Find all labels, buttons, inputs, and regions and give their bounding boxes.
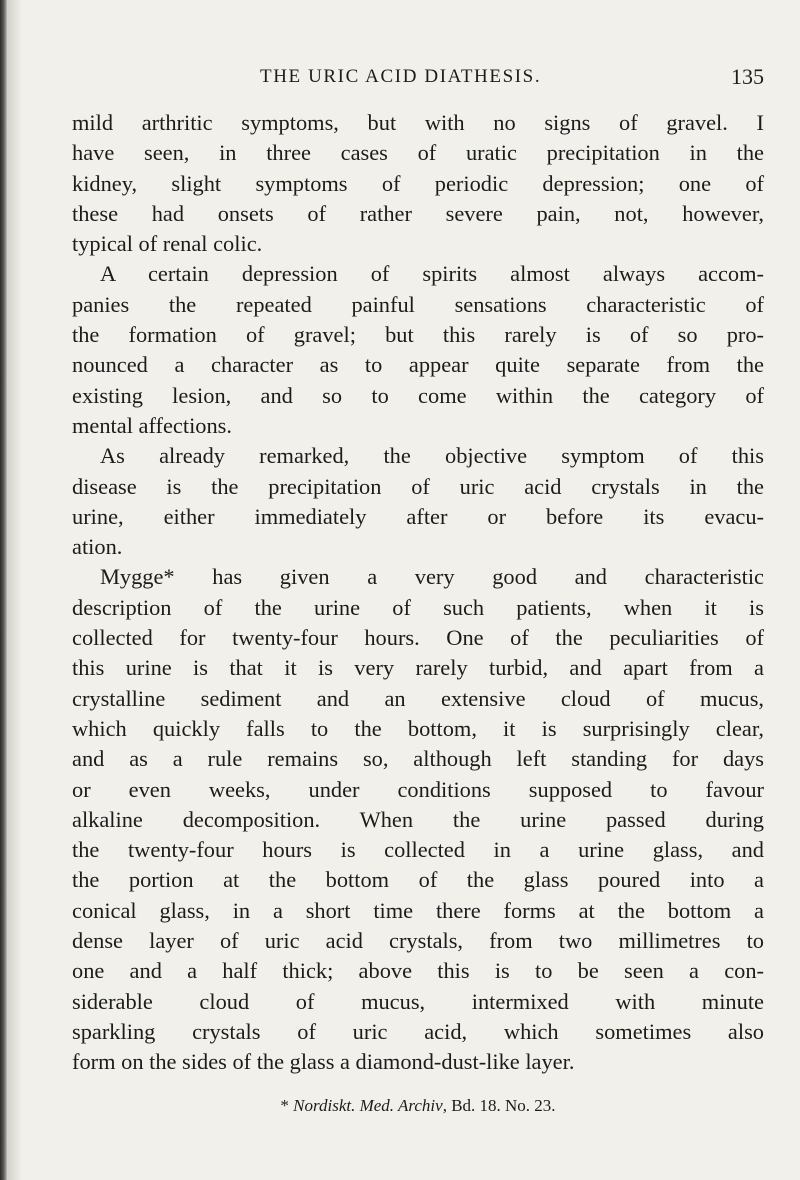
- text-line: the portion at the bottom of the glass poured into a: [72, 867, 764, 893]
- text-line: Mygge* has given a very good and characteristic: [100, 564, 764, 590]
- text-line: collected for twenty-four hours. One of the peculiarities of: [72, 625, 764, 651]
- text-line: panies the repeated painful sensations characteristic of: [72, 291, 764, 317]
- text-line: this urine is that it is very rarely turbid, and apart from a: [72, 655, 764, 681]
- footnote-source: Nordiskt. Med. Archiv: [293, 1096, 443, 1115]
- text-line: kidney, slight symptoms of periodic depression; one of: [72, 170, 764, 196]
- footnote-reference: , Bd. 18. No. 23.: [442, 1096, 556, 1115]
- text-line: these had onsets of rather severe pain, not, however,: [72, 200, 764, 226]
- text-line: crystalline sediment and an extensive cloud of mucus,: [72, 685, 764, 711]
- text-line: and as a rule remains so, although left standing for days: [72, 746, 764, 772]
- text-line: dense layer of uric acid crystals, from two millimetres to: [72, 928, 764, 954]
- text-line: urine, either immediately after or before its evacu-: [72, 503, 764, 529]
- text-line: nounced a character as to appear quite separate from the: [72, 352, 764, 378]
- body-text: [72, 108, 764, 1078]
- text-line: alkaline decomposition. When the urine passed during: [72, 806, 764, 832]
- text-line: A certain depression of spirits almost always accom-: [100, 261, 764, 287]
- text-line: which quickly falls to the bottom, it is surprisingly clear,: [72, 715, 764, 741]
- page-number: 135: [731, 64, 764, 89]
- text-line: typical of renal colic.: [72, 231, 263, 257]
- text-line: mental affections.: [72, 412, 232, 438]
- text-line: mild arthritic symptoms, but with no signs of gravel. I: [72, 110, 764, 135]
- text-line: conical glass, in a short time there forms at the bottom a: [72, 897, 764, 923]
- text-line: form on the sides of the glass a diamond-dust-like layer.: [72, 1049, 575, 1075]
- page-edge-shadow: [0, 0, 8, 1180]
- text-line: As already remarked, the objective symptom of this: [100, 443, 764, 469]
- text-line: the twenty-four hours is collected in a urine glass, and: [72, 837, 764, 863]
- text-line: description of the urine of such patients, when it is: [72, 594, 764, 620]
- footnote: [72, 1094, 764, 1118]
- text-line: siderable cloud of mucus, intermixed with minute: [72, 988, 764, 1014]
- text-line: one and a half thick; above this is to be seen a con-: [72, 958, 764, 984]
- text-line: sparkling crystals of uric acid, which sometimes also: [72, 1018, 764, 1044]
- text-line: ation.: [72, 534, 123, 560]
- text-line: existing lesion, and so to come within the category of: [72, 382, 764, 408]
- running-title: THE URIC ACID DIATHESIS.: [260, 66, 542, 87]
- text-line: or even weeks, under conditions supposed to favour: [72, 776, 764, 802]
- footnote-marker: *: [280, 1096, 294, 1115]
- text-line: disease is the precipitation of uric acid crystals in the: [72, 473, 764, 499]
- text-line: the formation of gravel; but this rarely is of so pro-: [72, 322, 764, 348]
- page-header: [72, 62, 764, 92]
- text-line: have seen, in three cases of uratic precipitation in the: [72, 140, 764, 166]
- page-edge-fade: [8, 0, 22, 1180]
